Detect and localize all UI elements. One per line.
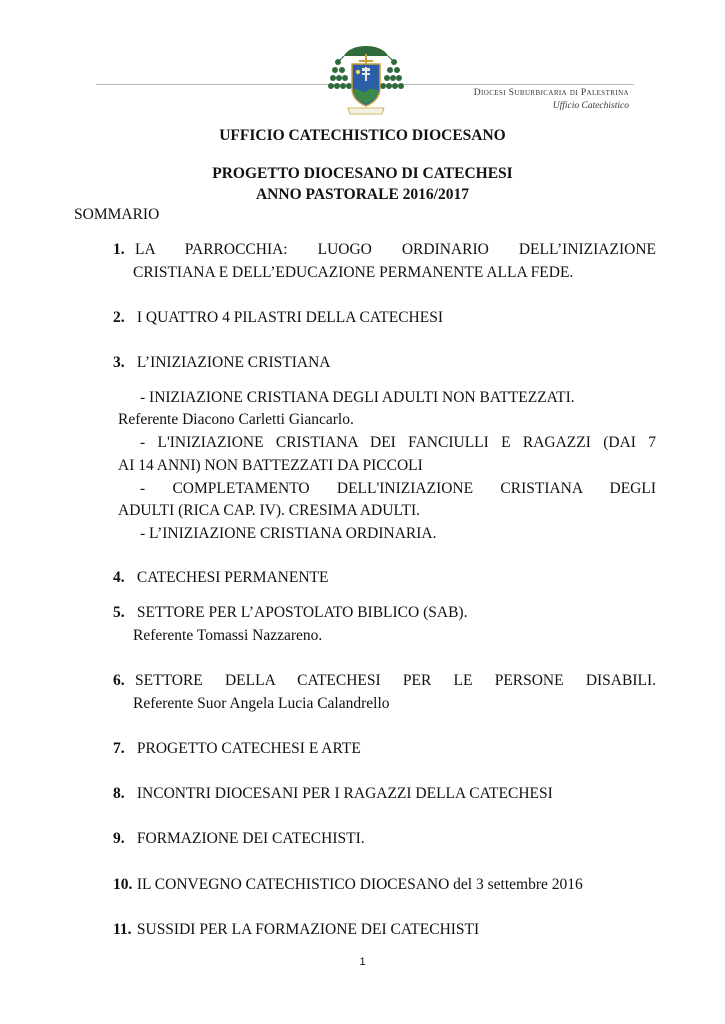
subitem-ordinary: - L’INIZIAZIONE CRISTIANA ORDINARIA. <box>140 525 437 542</box>
subitem-adults-referent: Referente Diacono Carletti Giancarlo. <box>118 411 354 428</box>
list-item-2 <box>113 306 656 329</box>
item-number: 6. <box>113 672 125 689</box>
item-number: 9. <box>113 830 125 847</box>
page-number: 1 <box>359 956 366 968</box>
list-item-3 <box>113 351 656 374</box>
list-item-6 <box>113 669 656 715</box>
item-number: 1. <box>113 241 125 258</box>
item-number: 3. <box>113 354 125 371</box>
item-number: 10. <box>113 876 133 893</box>
subitem-adults: - INIZIAZIONE CRISTIANA DEGLI ADULTI NON BATTEZZATI. <box>140 389 575 406</box>
item-text: I QUATTRO 4 PILASTRI DELLA CATECHESI <box>136 309 443 326</box>
item-referent: Referente Tomassi Nazzareno. <box>133 627 323 644</box>
item-number: 11. <box>113 921 132 938</box>
item-referent: Referente Suor Angela Lucia Calandrello <box>133 695 390 712</box>
item-number: 7. <box>113 740 125 757</box>
diocese-name: Diocesi Suburbicaria di Palestrina <box>473 88 629 98</box>
item-number: 2. <box>113 309 125 326</box>
office-name: Ufficio Catechistico <box>552 101 629 111</box>
coat-of-arms-icon <box>326 40 406 118</box>
subitem-completion: - COMPLETAMENTO DELL'INIZIAZIONE CRISTIANA DEGLI <box>140 480 656 497</box>
item-number: 8. <box>113 785 125 802</box>
list-item-10 <box>113 873 656 896</box>
summary-label: SOMMARIO <box>74 206 160 223</box>
project-title: PROGETTO DIOCESANO DI CATECHESI <box>212 165 513 182</box>
item-text-continued: CRISTIANA E DELL’EDUCAZIONE PERMANENTE ALLA FEDE. <box>133 264 574 281</box>
list-item-4 <box>113 566 656 589</box>
list-item-1 <box>113 238 656 284</box>
subitem-completion-continued: ADULTI (RICA CAP. IV). CRESIMA ADULTI. <box>118 502 420 519</box>
item-text: IL CONVEGNO CATECHISTICO DIOCESANO del 3 settembre 2016 <box>136 876 583 893</box>
list-item-5 <box>113 601 656 647</box>
item-text: INCONTRI DIOCESANI PER I RAGAZZI DELLA CATECHESI <box>136 785 553 802</box>
subitem-children-continued: AI 14 ANNI) NON BATTEZZATI DA PICCOLI <box>118 457 423 474</box>
year-title: ANNO PASTORALE 2016/2017 <box>255 186 469 203</box>
subitem-children: - L'INIZIAZIONE CRISTIANA DEI FANCIULLI E RAGAZZI (DAI 7 <box>140 434 656 451</box>
list-item-11 <box>113 918 656 941</box>
item-text: L’INIZIAZIONE CRISTIANA <box>136 354 331 371</box>
item-text: CATECHESI PERMANENTE <box>136 569 329 586</box>
item-text: FORMAZIONE DEI CATECHISTI. <box>136 830 365 847</box>
item-text: SUSSIDI PER LA FORMAZIONE DEI CATECHISTI <box>136 921 480 938</box>
list-item-7 <box>113 737 656 760</box>
list-item-9 <box>113 827 656 850</box>
item-text: PROGETTO CATECHESI E ARTE <box>136 740 361 757</box>
list-item-8 <box>113 782 656 805</box>
item-number: 4. <box>113 569 125 586</box>
item-text: SETTORE PER L’APOSTOLATO BIBLICO (SAB). <box>136 604 468 621</box>
office-title: UFFICIO CATECHISTICO DIOCESANO <box>219 127 506 144</box>
item-number: 5. <box>113 604 125 621</box>
item-text: SETTORE DELLA CATECHESI PER LE PERSONE DISABILI. <box>135 672 656 689</box>
item-text: LA PARROCCHIA: LUOGO ORDINARIO DELL’INIZIAZIONE <box>135 241 656 258</box>
